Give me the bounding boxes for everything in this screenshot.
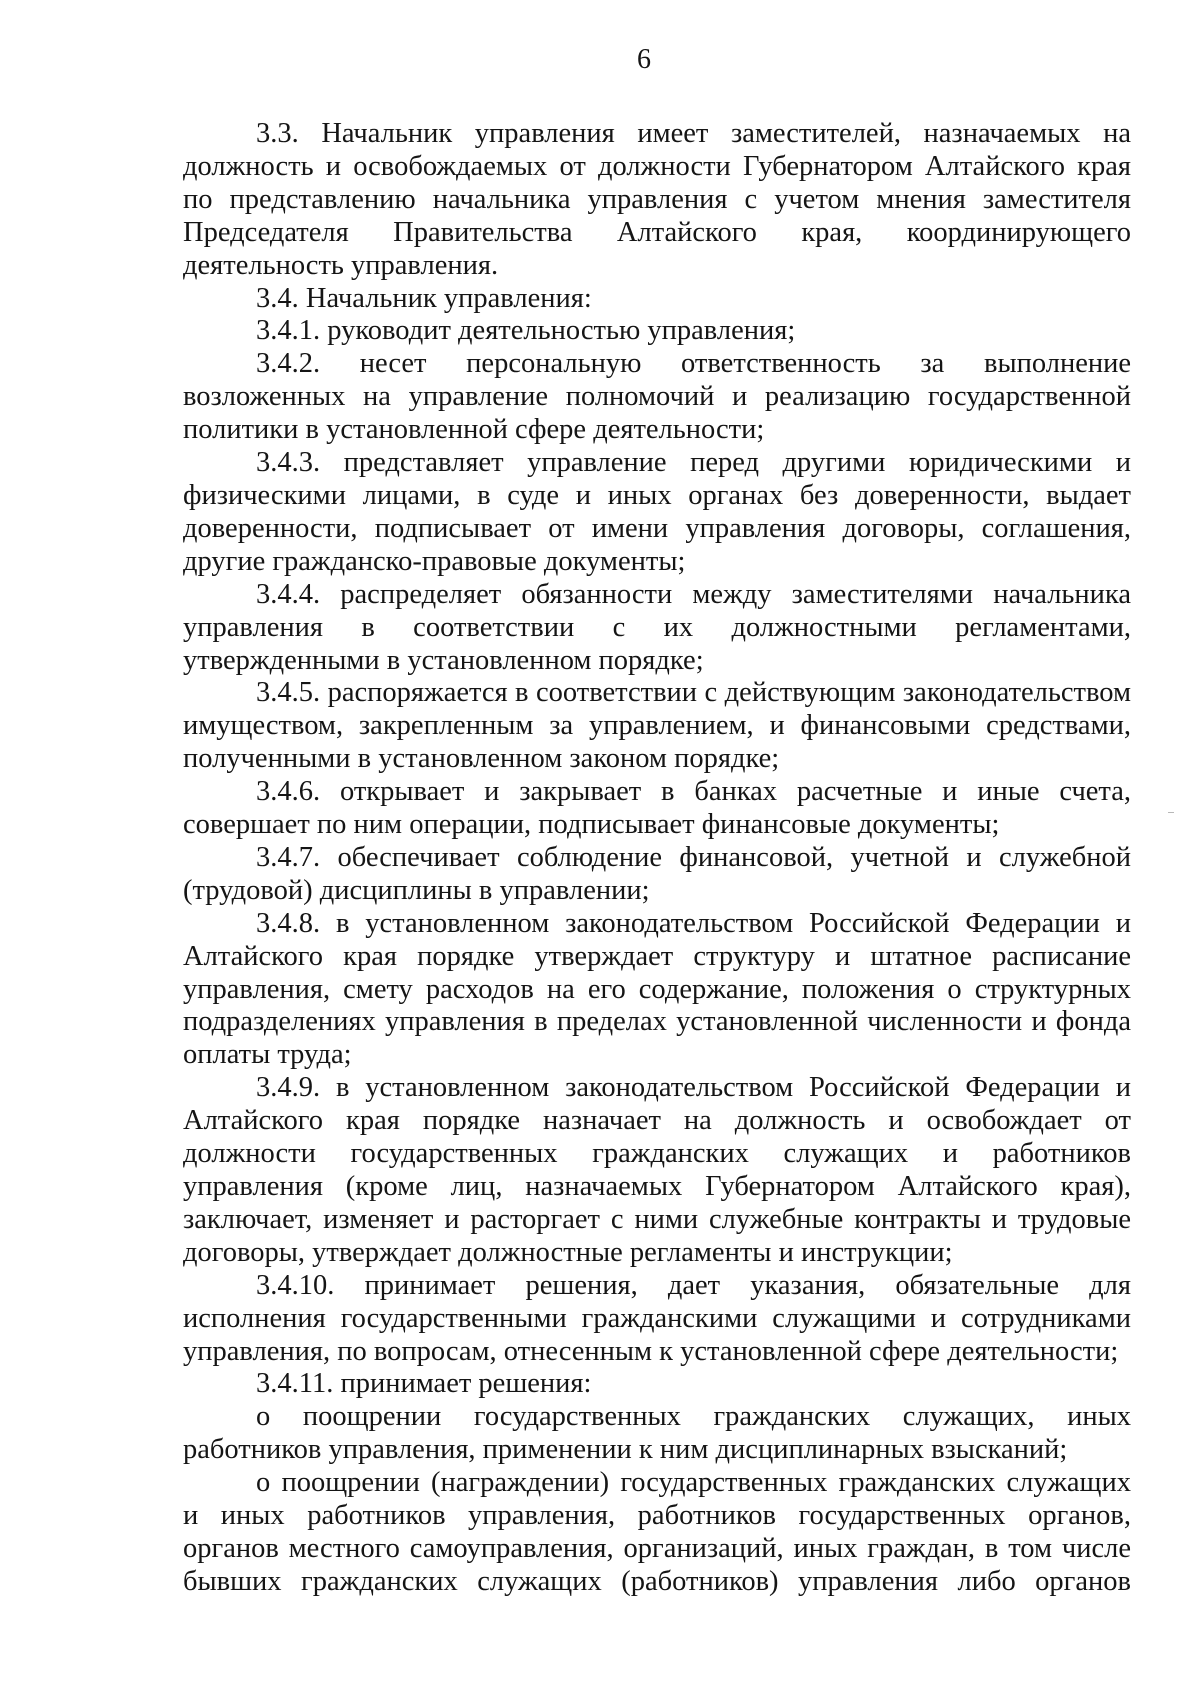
paragraph-3-4-6: 3.4.6. открывает и закрывает в банках расчетные и иные счета, совершает по ним операции, подписывает финансовые документы;	[183, 776, 1131, 841]
paragraph-3-3: 3.3. Начальник управления имеет заместителей, назначаемых на должность и освобождаемых от должности Губернатором Алтайского края по представлению начальника управления с учетом мнения заместителя Председателя Правительства Алтайского края, координирующего деятельность управления.	[183, 118, 1131, 281]
paragraph-3-4-2: 3.4.2. несет персональную ответственность за выполнение возложенных на управление полномочий и реализацию государственной политики в установленной сфере деятельности;	[183, 348, 1131, 446]
scan-margin-mark	[1168, 812, 1174, 813]
paragraph-3-4-4: 3.4.4. распределяет обязанности между заместителями начальника управления в соответствии с их должностными регламентами, утвержденными в установленном порядке;	[183, 578, 1131, 676]
paragraph-encouragement-sub2: о поощрении (награждении) государственных гражданских служащих и иных работников управления, работников государственных органов, органов местного самоуправления, организаций, иных граждан, в том числе бывших гражданских служащих (работников) управления либо органов	[183, 1467, 1131, 1597]
paragraph-3-4-10: 3.4.10. принимает решения, дает указания, обязательные для исполнения государственными гражданскими служащими и сотрудниками управления, по вопросам, отнесенным к установленной сфере деятельности;	[183, 1269, 1131, 1367]
paragraph-3-4-7: 3.4.7. обеспечивает соблюдение финансовой, учетной и служебной (трудовой) дисциплины в управлении;	[183, 841, 1131, 906]
paragraph-3-4-5: 3.4.5. распоряжается в соответствии с действующим законодательством имуществом, закрепленным за управлением, и финансовыми средствами, полученными в установленном законом порядке;	[183, 677, 1131, 775]
document-body	[183, 118, 1131, 1599]
paragraph-3-4-8: 3.4.8. в установленном законодательством Российской Федерации и Алтайского края порядке утверждает структуру и штатное расписание управления, смету расходов на его содержание, положения о структурных подразделениях управления в пределах установленной численности и фонда оплаты труда;	[183, 907, 1131, 1071]
paragraph-3-4: 3.4. Начальник управления:	[256, 282, 592, 314]
paragraph-3-4-11: 3.4.11. принимает решения:	[256, 1368, 592, 1400]
paragraph-3-4-9: 3.4.9. в установленном законодательством Российской Федерации и Алтайского края порядке назначает на должность и освобождает от должности государственных гражданских служащих и работников управления (кроме лиц, назначаемых Губернатором Алтайского края), заключает, изменяет и расторгает с ними служебные контракты и трудовые договоры, утверждает должностные регламенты и инструкции;	[183, 1072, 1131, 1268]
page-number: 6	[637, 44, 651, 75]
paragraph-encouragement-sub1: о поощрении государственных гражданских служащих, иных работников управления, применении к ним дисциплинарных взысканий;	[183, 1401, 1131, 1466]
paragraph-3-4-3: 3.4.3. представляет управление перед другими юридическими и физическими лицами, в суде и иных органах без доверенности, выдает доверенности, подписывает от имени управления договоры, соглашения, другие гражданско-правовые документы;	[183, 447, 1131, 577]
paragraph-3-4-1: 3.4.1. руководит деятельностью управления;	[256, 315, 796, 347]
